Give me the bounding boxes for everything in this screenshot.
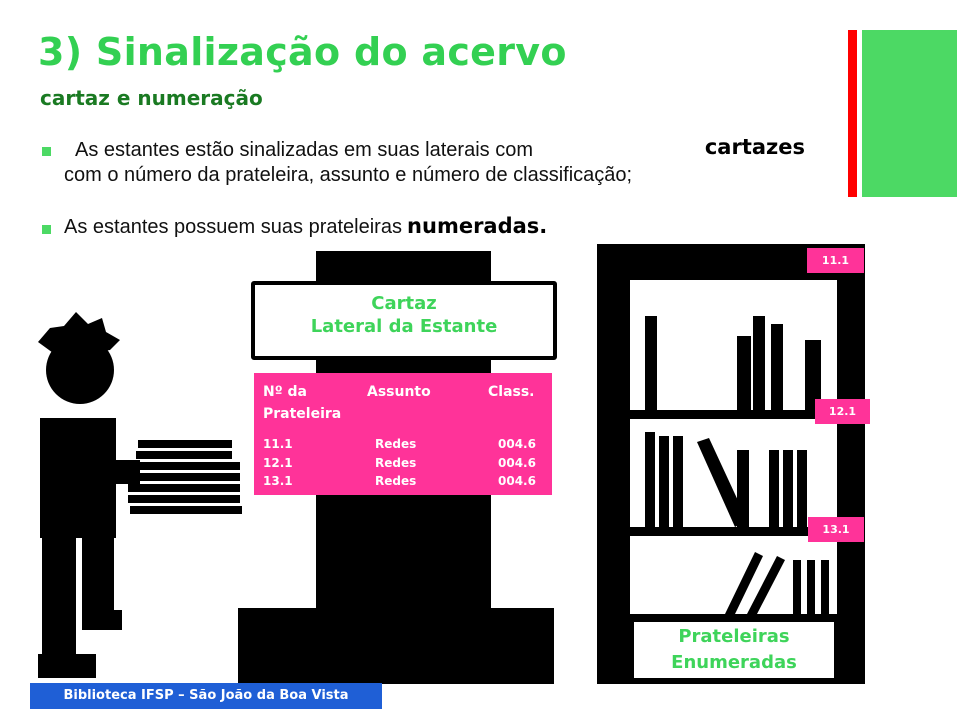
table-cell-class: 004.6 <box>498 474 536 488</box>
table-cell-class: 004.6 <box>498 456 536 470</box>
bullet-1-text: As estantes estão sinalizadas em suas laterais com <box>75 139 533 161</box>
shelf-tag: 11.1 <box>807 248 864 273</box>
bullet-2-strong: numeradas. <box>407 214 548 238</box>
page-title: 3) Sinalização do acervo <box>38 30 567 74</box>
page-subtitle: cartaz e numeração <box>40 86 263 110</box>
bullet-1-line-1 <box>75 135 805 161</box>
square-bullet-icon <box>42 225 51 234</box>
bookcase-side-base <box>238 608 554 684</box>
cartaz-subtitle: Lateral da Estante <box>310 316 498 337</box>
shelves-label-line-1: Prateleiras <box>678 626 790 647</box>
classification-table <box>254 373 552 495</box>
footer-banner: Biblioteca IFSP – São João da Boa Vista <box>30 683 382 709</box>
table-header-shelf-1: Nº da <box>263 384 307 400</box>
table-cell-subject: Redes <box>375 456 417 470</box>
cartaz-title: Cartaz <box>371 293 437 314</box>
cartaz-sign <box>251 281 557 360</box>
square-bullet-icon <box>42 147 51 156</box>
table-cell-subject: Redes <box>375 437 417 451</box>
bullet-2 <box>64 214 547 239</box>
table-header-shelf-2: Prateleira <box>263 406 342 422</box>
bullet-2-text: As estantes possuem suas prateleiras <box>64 216 402 238</box>
shelf-tag: 13.1 <box>808 517 864 542</box>
person-carrying-books-illustration <box>20 310 250 682</box>
bullet-1-line-2: com o número da prateleira, assunto e número de classificação; <box>64 164 633 186</box>
table-cell-shelf: 13.1 <box>263 474 293 488</box>
table-header-class: Class. <box>488 384 535 400</box>
table-cell-class: 004.6 <box>498 437 536 451</box>
table-cell-shelf: 11.1 <box>263 437 293 451</box>
shelves-numbered-label <box>632 620 836 680</box>
table-header-subject: Assunto <box>367 384 431 400</box>
bullet-1-strong: cartazes <box>704 135 805 159</box>
table-cell-shelf: 12.1 <box>263 456 293 470</box>
shelves-label-line-2: Enumeradas <box>671 652 797 673</box>
bookshelf-front-illustration <box>597 244 865 684</box>
table-cell-subject: Redes <box>375 474 417 488</box>
red-accent-bar <box>848 30 857 197</box>
green-accent-block <box>862 30 957 197</box>
shelf-tag: 12.1 <box>815 399 870 424</box>
